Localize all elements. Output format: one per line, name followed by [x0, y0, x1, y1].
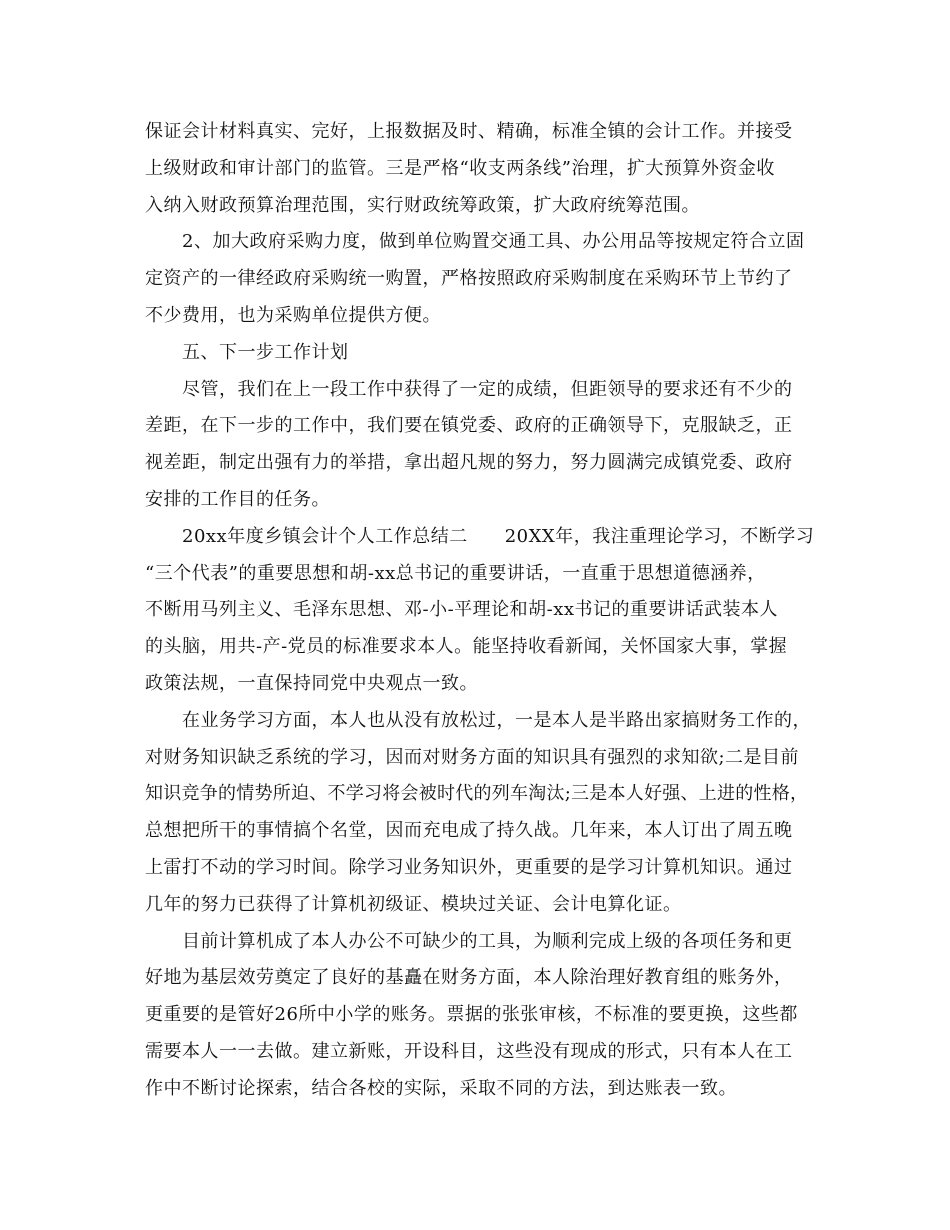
text-line: 的头脑，用共-产-党员的标准要求本人。能坚持收看新闻，关怀国家大事，掌握 [145, 636, 788, 658]
text-line: 好地为基层效劳奠定了良好的基矗在财务方面，本人除治理好教育组的账务外， [145, 967, 793, 989]
text-line: 20xx年度乡镇会计个人工作总结二 20XX年，我注重理论学习，不断学习 [182, 525, 815, 547]
text-line: 五、下一步工作计划 [182, 341, 349, 363]
text-line: 总想把所干的事情搞个名堂，因而充电成了持久战。几年来，本人订出了周五晚 [145, 820, 793, 842]
text-line: 保证会计材料真实、完好，上报数据及时、精确，标准全镇的会计工作。并接受 [145, 121, 793, 142]
text-line: 作中不断讨论探索，结合各校的实际，采取不同的方法，到达账表一致。 [145, 1077, 737, 1099]
text-line: 定资产的一律经政府采购统一购置，严格按照政府采购制度在采购环节上节约了 [145, 268, 793, 290]
text-line: 2、加大政府采购力度，做到单位购置交通工具、办公用品等按规定符合立固 [182, 231, 805, 253]
text-line: 知识竞争的情势所迫、不学习将会被时代的列车淘汰;三是本人好强、上进的性格， [145, 783, 809, 805]
text-line: 尽管，我们在上一段工作中获得了一定的成绩，但距领导的要求还有不少的 [182, 378, 793, 400]
text-line: 上雷打不动的学习时间。除学习业务知识外，更重要的是学习计算机知识。通过 [145, 856, 793, 878]
text-line: 在业务学习方面，本人也从没有放松过，一是本人是半路出家搞财务工作的， [182, 709, 811, 731]
text-line: “三个代表”的重要思想和胡-xx总书记的重要讲话，一直重于思想道德涵养， [145, 562, 766, 584]
text-line: 差距，在下一步的工作中，我们要在镇党委、政府的正确领导下，克服缺乏，正 [145, 415, 793, 437]
text-line: 更重要的是管好26所中小学的账务。票据的张张审核，不标准的要更换，这些都 [145, 1004, 798, 1026]
text-line: 需要本人一一去做。建立新账，开设科目，这些没有现成的形式，只有本人在工 [145, 1040, 793, 1062]
text-line: 目前计算机成了本人办公不可缺少的工具，为顺利完成上级的各项任务和更 [182, 930, 793, 952]
text-line: 入纳入财政预算治理范围，实行财政统筹政策，扩大政府统筹范围。 [145, 194, 700, 216]
text-line: 几年的努力已获得了计算机初级证、模块过关证、会计电算化证。 [145, 893, 682, 915]
text-line: 视差距，制定出强有力的举措，拿出超凡规的努力，努力圆满完成镇党委、政府 [145, 452, 793, 474]
text-line: 对财务知识缺乏系统的学习，因而对财务方面的知识具有强烈的求知欲;二是目前 [145, 746, 800, 768]
text-line: 不断用马列主义、毛泽东思想、邓-小-平理论和胡-xx书记的重要讲话武装本人 [145, 599, 779, 621]
text-line: 不少费用，也为采购单位提供方便。 [145, 304, 441, 326]
text-line: 上级财政和审计部门的监管。三是严格“收支两条线”治理，扩大预算外资金收 [145, 157, 775, 179]
document-body [145, 114, 815, 1108]
text-line: 政策法规，一直保持同党中央观点一致。 [145, 672, 478, 694]
text-line: 安排的工作目的任务。 [145, 488, 330, 510]
